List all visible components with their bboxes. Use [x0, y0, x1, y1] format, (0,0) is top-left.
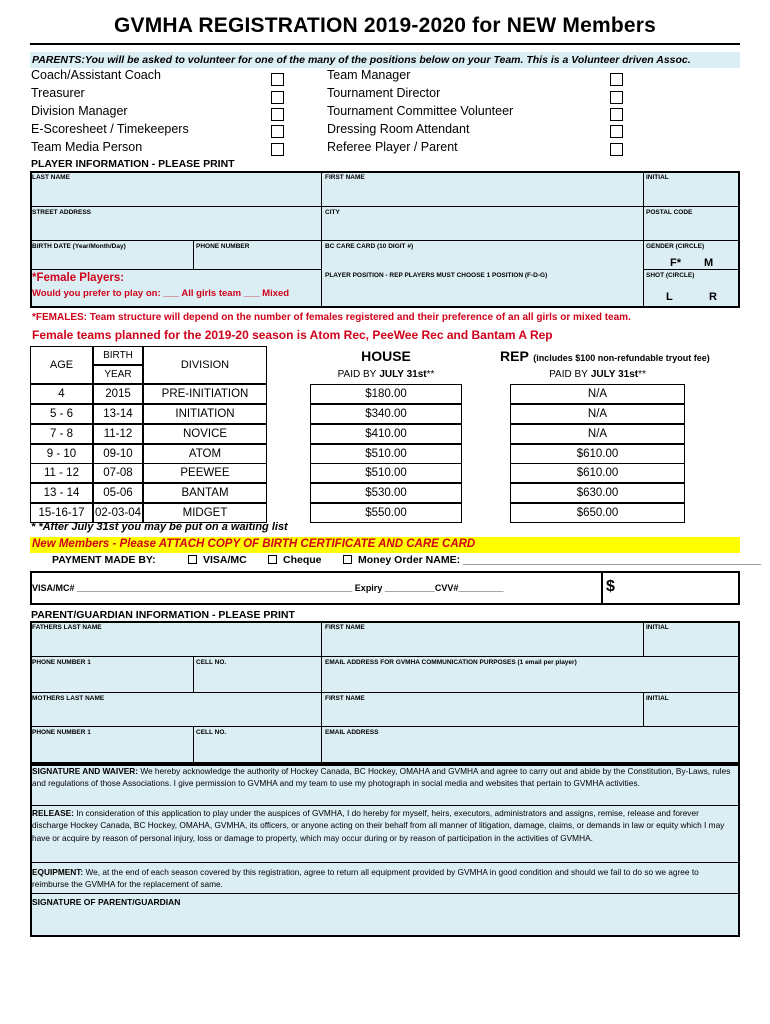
phone-number-field[interactable]: PHONE NUMBER [196, 243, 250, 250]
house-header: HOUSE [310, 346, 462, 365]
rep-fee-cell: $630.00 [510, 483, 685, 503]
rep-paid-by: PAID BY JULY 31st ** [510, 365, 685, 384]
birth-year-cell: 13-14 [93, 404, 143, 424]
birth-year-cell: 07-08 [93, 463, 143, 483]
player-info-heading: PLAYER INFORMATION - PLEASE PRINT [31, 158, 235, 170]
volunteer-label: Team Manager [327, 68, 411, 82]
division-header: DIVISION [143, 346, 267, 384]
visa-option[interactable]: VISA/MC [188, 554, 247, 566]
volunteer-label: Division Manager [31, 104, 128, 118]
volunteer-label: Tournament Director [327, 86, 441, 100]
release-text: RELEASE: In consideration of this application to play under the auspices of GVMHA, I do hereby for myself, heirs, executors, administrators and assigns, remise, release and forever discharge Hockey Canada, BC Hockey, OMAHA, GVMHA, its officers, or anyone acting on their behalf from all manner of litigation, damage, claims, or demands in law or equity which I may have or acquire by reason of personal injury, loss or damage to property, which may occur during or by reason of participation in the activities of GVMHA. [32, 808, 725, 843]
payment-label: PAYMENT MADE BY: [52, 554, 156, 566]
signature-waiver-text: SIGNATURE AND WAIVER: We hereby acknowledge the authority of Hockey Canada, BC Hockey, OMAHA and GVMHA and agree to carry out and abide by the Constitution, By-Laws, rules and regulations of those Associations. I give permission to GVMHA and my team to use my photograph in social media and websites that pertain to GVMHA activities. [32, 766, 731, 789]
shot-r-option[interactable]: R [709, 291, 717, 303]
house-fee-cell: $340.00 [310, 404, 462, 424]
father-initial-field[interactable]: INITIAL [646, 624, 669, 631]
father-phone-field[interactable]: PHONE NUMBER 1 [32, 659, 91, 666]
street-address-field[interactable]: STREET ADDRESS [32, 209, 91, 216]
division-cell: BANTAM [143, 483, 267, 503]
postal-code-field[interactable]: POSTAL CODE [646, 209, 693, 216]
mother-first-name-field[interactable]: FIRST NAME [325, 695, 365, 702]
house-fee-cell: $180.00 [310, 384, 462, 404]
rep-header-group [500, 348, 710, 366]
volunteer-checkbox[interactable] [271, 143, 284, 156]
money-order-option[interactable]: Money Order NAME: ___________________________________________________ [343, 554, 761, 566]
signature-field[interactable]: SIGNATURE OF PARENT/GUARDIAN [32, 897, 181, 907]
parent-info-heading: PARENT/GUARDIAN INFORMATION - PLEASE PRINT [31, 609, 295, 621]
father-first-name-field[interactable]: FIRST NAME [325, 624, 365, 631]
age-cell: 5 - 6 [30, 404, 93, 424]
volunteer-label: Coach/Assistant Coach [31, 68, 161, 82]
birth-year-cell: 09-10 [93, 444, 143, 464]
volunteer-label: Referee Player / Parent [327, 140, 458, 154]
parents-note: PARENTS:You will be asked to volunteer for one of the many of the positions below on your Team. This is a Volunteer driven Assoc. [30, 52, 740, 68]
house-fee-cell: $510.00 [310, 444, 462, 464]
division-cell: ATOM [143, 444, 267, 464]
volunteer-label: Dressing Room Attendant [327, 122, 470, 136]
female-team-preference[interactable]: Would you prefer to play on: ___ All girls team ___ Mixed [32, 288, 290, 299]
page-title: GVMHA REGISTRATION 2019-2020 for NEW Members [113, 14, 657, 37]
age-cell: 9 - 10 [30, 444, 93, 464]
age-cell: 15-16-17 [30, 503, 93, 523]
volunteer-checkbox[interactable] [610, 73, 623, 86]
birth-year-cell: 02-03-04 [93, 503, 143, 523]
volunteer-label: E-Scoresheet / Timekeepers [31, 122, 189, 136]
volunteer-checkbox[interactable] [271, 73, 284, 86]
amount-field[interactable]: $ [606, 578, 615, 595]
last-name-field[interactable]: LAST NAME [32, 174, 70, 181]
mother-cell-field[interactable]: CELL NO. [196, 729, 227, 736]
rep-fee-cell: $650.00 [510, 503, 685, 523]
mothers-last-name-field[interactable]: MOTHERS LAST NAME [32, 695, 105, 702]
age-header: AGE [30, 346, 93, 384]
division-cell: NOVICE [143, 424, 267, 444]
player-position-field[interactable]: PLAYER POSITION - REP PLAYERS MUST CHOOSE 1 POSITION (F-D-G) [325, 272, 548, 279]
birth-year-cell: 11-12 [93, 424, 143, 444]
equipment-text: EQUIPMENT: We, at the end of each season covered by this registration, agree to return all equipment provided by GVMHA in good condition and should we fail to do so we agree to reimburse the GVMHA for the replacement of same. [32, 867, 699, 890]
shot-label: SHOT (CIRCLE) [646, 272, 695, 279]
division-cell: PEEWEE [143, 463, 267, 483]
mother-initial-field[interactable]: INITIAL [646, 695, 669, 702]
gender-f-option[interactable]: F* [670, 257, 681, 269]
house-paid-by: PAID BY JULY 31st ** [310, 365, 462, 384]
female-players-label: *Female Players: [32, 272, 125, 284]
rep-fee-cell: $610.00 [510, 463, 685, 483]
rep-fee-cell: N/A [510, 404, 685, 424]
birth-header: BIRTH [93, 346, 143, 365]
rep-fee-cell: N/A [510, 384, 685, 404]
rep-note: (includes $100 non-refundable tryout fee) [533, 353, 710, 363]
females-note: *FEMALES: Team structure will depend on the number of females registered and their preference of an all girls or mixed team. [32, 312, 631, 323]
city-field[interactable]: CITY [325, 209, 340, 216]
birth-date-field[interactable]: BIRTH DATE (Year/Month/Day) [32, 243, 126, 250]
rep-header: REP [500, 348, 529, 364]
gender-label: GENDER (CIRCLE) [646, 243, 705, 250]
mother-phone-field[interactable]: PHONE NUMBER 1 [32, 729, 91, 736]
division-cell: PRE-INITIATION [143, 384, 267, 404]
house-fee-cell: $510.00 [310, 463, 462, 483]
birth-year-cell: 05-06 [93, 483, 143, 503]
gvmha-email-field[interactable]: EMAIL ADDRESS FOR GVMHA COMMUNICATION PURPOSES (1 email per player) [325, 659, 577, 666]
volunteer-label: Tournament Committee Volunteer [327, 104, 514, 118]
age-cell: 4 [30, 384, 93, 404]
email-address-field[interactable]: EMAIL ADDRESS [325, 729, 379, 736]
volunteer-label: Team Media Person [31, 140, 143, 154]
care-card-field[interactable]: BC CARE CARD (10 DIGIT #) [325, 243, 414, 250]
fathers-last-name-field[interactable]: FATHERS LAST NAME [32, 624, 102, 631]
year-header: YEAR [93, 365, 143, 384]
house-fee-cell: $550.00 [310, 503, 462, 523]
attach-note: New Members - Please ATTACH COPY OF BIRTH CERTIFICATE AND CARE CARD [32, 538, 476, 550]
waiting-list-note: * *After July 31st you may be put on a waiting list [31, 521, 288, 533]
first-name-field[interactable]: FIRST NAME [325, 174, 365, 181]
gender-m-option[interactable]: M [704, 257, 714, 269]
volunteer-checkbox[interactable] [271, 108, 284, 121]
rep-fee-cell: N/A [510, 424, 685, 444]
volunteer-checkbox[interactable] [610, 143, 623, 156]
waiver-box [30, 764, 740, 937]
house-fee-cell: $530.00 [310, 483, 462, 503]
house-fee-cell: $410.00 [310, 424, 462, 444]
title-underline [30, 43, 740, 45]
female-teams-planned: Female teams planned for the 2019-20 season is Atom Rec, PeeWee Rec and Bantam A Rep [32, 328, 553, 342]
volunteer-checkbox[interactable] [610, 91, 623, 104]
volunteer-checkbox[interactable] [610, 125, 623, 138]
volunteer-checkbox[interactable] [271, 91, 284, 104]
birth-year-cell: 2015 [93, 384, 143, 404]
father-cell-field[interactable]: CELL NO. [196, 659, 227, 666]
initial-field[interactable]: INITIAL [646, 174, 669, 181]
age-cell: 13 - 14 [30, 483, 93, 503]
division-cell: MIDGET [143, 503, 267, 523]
shot-l-option[interactable]: L [666, 291, 673, 303]
visa-number-field[interactable]: VISA/MC# _______________________________________________________ Expiry __________CVV#_________ [32, 583, 504, 593]
age-cell: 11 - 12 [30, 463, 93, 483]
cheque-option[interactable]: Cheque [268, 554, 322, 566]
volunteer-label: Treasurer [31, 86, 85, 100]
rep-fee-cell: $610.00 [510, 444, 685, 464]
division-cell: INITIATION [143, 404, 267, 424]
volunteer-checkbox[interactable] [610, 108, 623, 121]
age-cell: 7 - 8 [30, 424, 93, 444]
volunteer-checkbox[interactable] [271, 125, 284, 138]
